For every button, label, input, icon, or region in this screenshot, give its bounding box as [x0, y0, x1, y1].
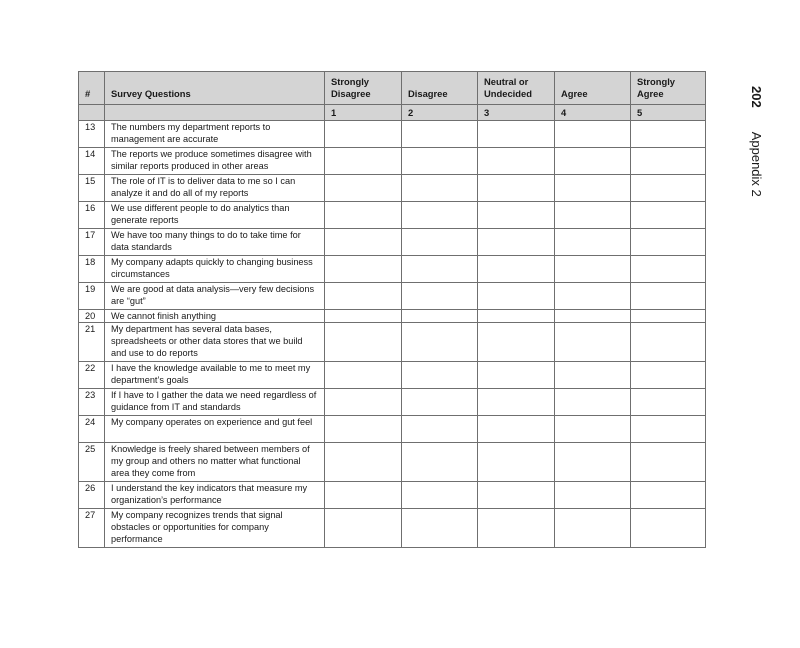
question-text: My company adapts quickly to changing business circumstances — [105, 256, 325, 283]
scale-header-strongly-agree: Strongly Agree — [631, 72, 706, 105]
response-cell-2[interactable] — [402, 323, 478, 362]
question-number: 20 — [79, 310, 105, 323]
survey-body — [79, 121, 706, 548]
response-cell-2[interactable] — [402, 175, 478, 202]
response-cell-1[interactable] — [325, 416, 402, 443]
response-cell-2[interactable] — [402, 416, 478, 443]
response-cell-1[interactable] — [325, 509, 402, 548]
response-cell-5[interactable] — [631, 121, 706, 148]
question-text: I understand the key indicators that measure my organization’s performance — [105, 482, 325, 509]
response-cell-2[interactable] — [402, 256, 478, 283]
response-cell-3[interactable] — [478, 443, 555, 482]
response-cell-1[interactable] — [325, 362, 402, 389]
response-cell-1[interactable] — [325, 310, 402, 323]
response-cell-1[interactable] — [325, 482, 402, 509]
scale-value-2: 2 — [402, 105, 478, 121]
response-cell-2[interactable] — [402, 229, 478, 256]
question-number: 27 — [79, 509, 105, 548]
response-cell-5[interactable] — [631, 362, 706, 389]
response-cell-5[interactable] — [631, 283, 706, 310]
question-row — [79, 416, 706, 443]
response-cell-5[interactable] — [631, 229, 706, 256]
question-row — [79, 121, 706, 148]
response-cell-4[interactable] — [555, 202, 631, 229]
response-cell-3[interactable] — [478, 416, 555, 443]
response-cell-4[interactable] — [555, 416, 631, 443]
response-cell-3[interactable] — [478, 121, 555, 148]
question-text: We cannot finish anything — [105, 310, 325, 323]
response-cell-2[interactable] — [402, 389, 478, 416]
response-cell-3[interactable] — [478, 362, 555, 389]
response-cell-2[interactable] — [402, 443, 478, 482]
response-cell-1[interactable] — [325, 148, 402, 175]
question-text: My department has several data bases, spreadsheets or other data stores that we build and use to do reports — [105, 323, 325, 362]
question-row — [79, 389, 706, 416]
question-header: Survey Questions — [105, 72, 325, 105]
response-cell-5[interactable] — [631, 310, 706, 323]
response-cell-5[interactable] — [631, 416, 706, 443]
response-cell-5[interactable] — [631, 482, 706, 509]
response-cell-2[interactable] — [402, 362, 478, 389]
response-cell-1[interactable] — [325, 121, 402, 148]
response-cell-5[interactable] — [631, 175, 706, 202]
scale-value-1: 1 — [325, 105, 402, 121]
question-number: 14 — [79, 148, 105, 175]
appendix-label: Appendix 2 — [749, 131, 764, 197]
response-cell-5[interactable] — [631, 509, 706, 548]
response-cell-2[interactable] — [402, 148, 478, 175]
survey-table — [78, 71, 706, 548]
question-row — [79, 310, 706, 323]
question-row — [79, 323, 706, 362]
question-number: 24 — [79, 416, 105, 443]
question-row — [79, 175, 706, 202]
response-cell-4[interactable] — [555, 121, 631, 148]
question-text: We have too many things to do to take time for data standards — [105, 229, 325, 256]
response-cell-3[interactable] — [478, 389, 555, 416]
question-text: We are good at data analysis—very few decisions are “gut” — [105, 283, 325, 310]
question-row — [79, 509, 706, 548]
scale-header-neutral: Neutral or Undecided — [478, 72, 555, 105]
response-cell-4[interactable] — [555, 443, 631, 482]
response-cell-1[interactable] — [325, 202, 402, 229]
response-cell-1[interactable] — [325, 443, 402, 482]
response-cell-4[interactable] — [555, 362, 631, 389]
question-text: I have the knowledge available to me to meet my department’s goals — [105, 362, 325, 389]
scale-header-strongly-disagree: Strongly Disagree — [325, 72, 402, 105]
response-cell-4[interactable] — [555, 175, 631, 202]
response-cell-4[interactable] — [555, 389, 631, 416]
question-number: 25 — [79, 443, 105, 482]
scale-header-agree: Agree — [555, 72, 631, 105]
response-cell-1[interactable] — [325, 229, 402, 256]
question-row — [79, 202, 706, 229]
response-cell-5[interactable] — [631, 443, 706, 482]
response-cell-5[interactable] — [631, 148, 706, 175]
question-text: If I have to I gather the data we need regardless of guidance from IT and standards — [105, 389, 325, 416]
response-cell-2[interactable] — [402, 202, 478, 229]
question-row — [79, 443, 706, 482]
response-cell-5[interactable] — [631, 202, 706, 229]
response-cell-3[interactable] — [478, 482, 555, 509]
response-cell-4[interactable] — [555, 482, 631, 509]
response-cell-3[interactable] — [478, 175, 555, 202]
response-cell-3[interactable] — [478, 256, 555, 283]
question-text: My company recognizes trends that signal obstacles or opportunities for company performance — [105, 509, 325, 548]
response-cell-3[interactable] — [478, 323, 555, 362]
response-cell-2[interactable] — [402, 509, 478, 548]
response-cell-4[interactable] — [555, 283, 631, 310]
number-header: # — [79, 72, 105, 105]
question-text: We use different people to do analytics than generate reports — [105, 202, 325, 229]
response-cell-5[interactable] — [631, 389, 706, 416]
question-number: 17 — [79, 229, 105, 256]
question-number: 26 — [79, 482, 105, 509]
scale-value-4: 4 — [555, 105, 631, 121]
response-cell-4[interactable] — [555, 148, 631, 175]
question-number: 21 — [79, 323, 105, 362]
question-row — [79, 256, 706, 283]
blank-cell — [79, 105, 105, 121]
question-text: The role of IT is to deliver data to me so I can analyze it and do all of my reports — [105, 175, 325, 202]
response-cell-2[interactable] — [402, 283, 478, 310]
question-row — [79, 229, 706, 256]
header-row — [79, 72, 706, 105]
question-number: 13 — [79, 121, 105, 148]
scale-value-5: 5 — [631, 105, 706, 121]
response-cell-4[interactable] — [555, 310, 631, 323]
response-cell-4[interactable] — [555, 256, 631, 283]
response-cell-1[interactable] — [325, 175, 402, 202]
question-text: The reports we produce sometimes disagree with similar reports produced in other areas — [105, 148, 325, 175]
response-cell-4[interactable] — [555, 509, 631, 548]
response-cell-5[interactable] — [631, 323, 706, 362]
scale-value-row — [79, 105, 706, 121]
response-cell-1[interactable] — [325, 283, 402, 310]
response-cell-4[interactable] — [555, 229, 631, 256]
question-number: 15 — [79, 175, 105, 202]
question-text: My company operates on experience and gut feel — [105, 416, 325, 443]
margin-text — [748, 86, 764, 197]
response-cell-3[interactable] — [478, 202, 555, 229]
blank-cell — [105, 105, 325, 121]
question-text: Knowledge is freely shared between members of my group and others no matter what functional area they come from — [105, 443, 325, 482]
response-cell-3[interactable] — [478, 148, 555, 175]
question-row — [79, 148, 706, 175]
response-cell-2[interactable] — [402, 121, 478, 148]
question-row — [79, 362, 706, 389]
scale-header-disagree: Disagree — [402, 72, 478, 105]
question-text: The numbers my department reports to management are accurate — [105, 121, 325, 148]
response-cell-3[interactable] — [478, 229, 555, 256]
response-cell-2[interactable] — [402, 482, 478, 509]
question-number: 19 — [79, 283, 105, 310]
response-cell-5[interactable] — [631, 256, 706, 283]
question-row — [79, 482, 706, 509]
response-cell-2[interactable] — [402, 310, 478, 323]
response-cell-1[interactable] — [325, 323, 402, 362]
page-number: 202 — [749, 86, 764, 108]
question-number: 16 — [79, 202, 105, 229]
response-cell-3[interactable] — [478, 310, 555, 323]
response-cell-1[interactable] — [325, 256, 402, 283]
response-cell-1[interactable] — [325, 389, 402, 416]
question-number: 22 — [79, 362, 105, 389]
response-cell-3[interactable] — [478, 509, 555, 548]
scale-value-3: 3 — [478, 105, 555, 121]
question-number: 18 — [79, 256, 105, 283]
question-row — [79, 283, 706, 310]
response-cell-4[interactable] — [555, 323, 631, 362]
question-number: 23 — [79, 389, 105, 416]
response-cell-3[interactable] — [478, 283, 555, 310]
page-margin-label — [732, 86, 764, 226]
